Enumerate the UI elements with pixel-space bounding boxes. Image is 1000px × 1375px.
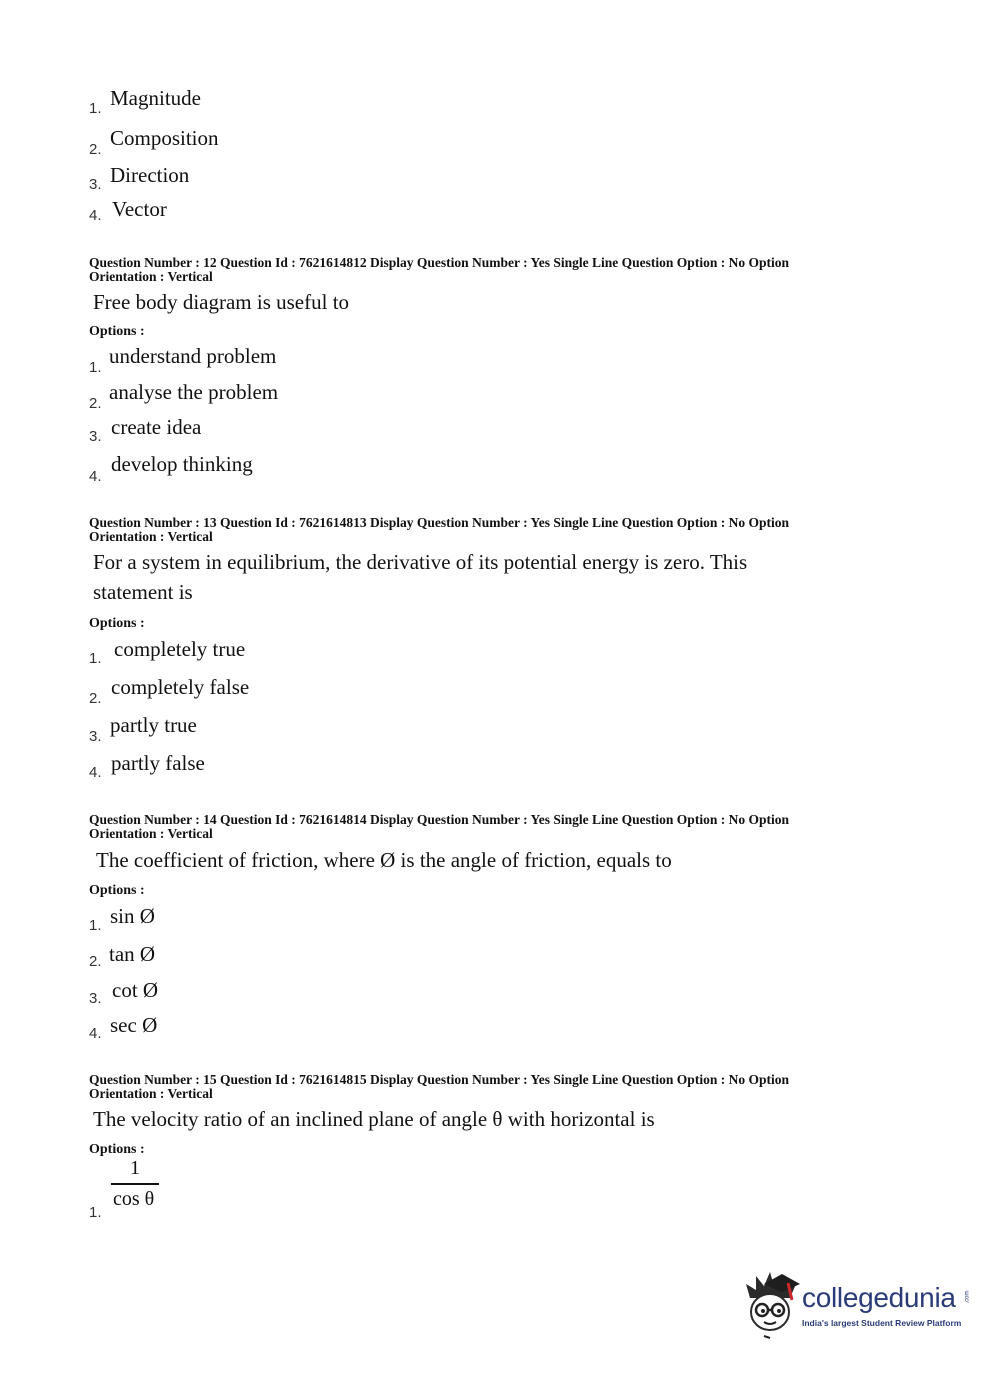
meta-line: Orientation : Vertical [89,269,213,284]
mascot-icon [742,1270,802,1340]
option-number: 1. [89,917,102,934]
option-number: 1. [89,359,102,376]
q13-option-3: partly true [110,713,197,737]
option-number: 3. [89,990,102,1007]
question-13-text-line1: For a system in equilibrium, the derivative of its potential energy is zero. This [93,550,748,574]
collegedunia-logo [742,1270,972,1340]
logo-suffix: .com [964,1290,971,1304]
option-number: 2. [89,953,102,970]
q14-option-4: sec Ø [110,1013,158,1037]
options-label: Options : [89,883,145,898]
options-label: Options : [89,1142,145,1157]
meta-line: Question Number : 14 Question Id : 7621614814 Display Question Number : Yes Single Line Question Option : No Option [89,812,789,827]
option-number: 4. [89,1025,102,1042]
meta-line: Orientation : Vertical [89,529,213,544]
q13-option-4: partly false [111,751,205,775]
meta-line: Orientation : Vertical [89,826,213,841]
question-15-text: The velocity ratio of an inclined plane of angle θ with horizontal is [93,1107,655,1131]
meta-line: Question Number : 13 Question Id : 7621614813 Display Question Number : Yes Single Line Question Option : No Option [89,515,789,530]
q14-option-2: tan Ø [109,942,156,966]
option-number: 1. [89,100,102,117]
fraction-numerator: 1 [130,1157,140,1179]
option-number: 2. [89,141,102,158]
q13-option-1: completely true [114,637,246,661]
meta-line: Orientation : Vertical [89,1086,213,1101]
option-number: 1. [89,650,102,667]
fraction-denominator: cos θ [113,1188,155,1210]
question-15-meta [89,1073,869,1101]
options-label: Options : [89,324,145,339]
question-12-meta [89,256,869,284]
q12-option-3: create idea [111,415,202,439]
option-number: 1. [89,1204,102,1221]
question-13-meta [89,516,869,544]
q12-option-1: understand problem [109,344,277,368]
meta-line: Question Number : 12 Question Id : 7621614812 Display Question Number : Yes Single Line Question Option : No Option [89,255,789,270]
meta-line: Question Number : 15 Question Id : 7621614815 Display Question Number : Yes Single Line Question Option : No Option [89,1072,789,1087]
option-number: 3. [89,728,102,745]
question-12-text: Free body diagram is useful to [93,290,350,314]
option-number: 4. [89,207,102,224]
q14-option-3: cot Ø [112,978,159,1002]
option-number: 3. [89,428,102,445]
prev-option-3: Direction [110,163,190,187]
options-label: Options : [89,616,145,631]
question-14-text: The coefficient of friction, where Ø is the angle of friction, equals to [96,848,672,872]
fraction-bar [111,1183,159,1185]
q14-option-1: sin Ø [110,904,155,928]
option-number: 3. [89,176,102,193]
logo-tagline: India's largest Student Review Platform [802,1318,962,1328]
question-14-meta [89,813,869,841]
q12-option-4: develop thinking [111,452,253,476]
prev-option-1: Magnitude [110,86,201,110]
prev-option-2: Composition [110,126,219,150]
option-number: 2. [89,395,102,412]
option-number: 4. [89,764,102,781]
logo-wordmark: collegedunia [802,1282,956,1313]
q13-option-2: completely false [111,675,250,699]
question-13-text-line2: statement is [93,580,193,604]
q12-option-2: analyse the problem [109,380,279,404]
option-number: 2. [89,690,102,707]
option-number: 4. [89,468,102,485]
prev-option-4: Vector [112,197,167,221]
